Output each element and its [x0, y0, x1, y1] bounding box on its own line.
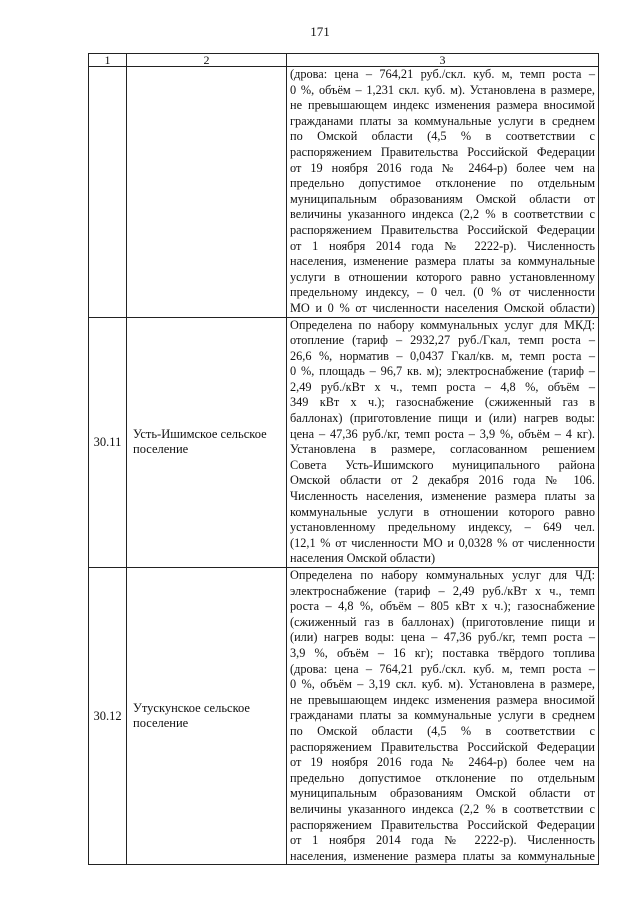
- text-line: 0 %, площадь – 96,7 кв. м); электроснабжение (тариф –: [290, 364, 595, 379]
- text-line: предельно допустимое отклонение по отдельным: [290, 176, 595, 191]
- settlement-name: Усть-Ишимское сельское поселение: [127, 317, 287, 568]
- text-line: 349 кВт х ч.); газоснабжение (сжиженный газ в: [290, 395, 595, 410]
- text-line: установленному предельному индексу, – 649 чел.: [290, 520, 595, 535]
- text-line: гражданами платы за коммунальные услуги в среднем: [290, 708, 595, 723]
- header-col-2: 2: [127, 54, 287, 67]
- table-row-30-11: [89, 317, 599, 568]
- text-line: населения Омской области): [290, 551, 436, 566]
- text-line: Определена по набору коммунальных услуг для ЧД:: [290, 568, 595, 582]
- text-line: по Омской области (4,5 % в соответствии с: [290, 129, 595, 144]
- page-number: 171: [310, 24, 330, 39]
- text-line: Совета Усть-Ишимского муниципального района: [290, 457, 595, 472]
- settlement-name: [127, 67, 287, 318]
- header-col-3: 3: [287, 54, 599, 67]
- text-line: 0 %, объём – 3,19 скл. куб. м). Установлена в размере,: [290, 677, 595, 692]
- text-line: цена – 47,36 руб./кг, темп роста – 3,9 %, объём – 4 кг).: [290, 426, 595, 441]
- text-line: 26,6 %, норматив – 0,0437 Гкал/кв. м, темп роста –: [290, 348, 595, 363]
- text-line: электроснабжение (тариф – 2,49 руб./кВт х ч., темп: [290, 583, 595, 598]
- text-line: величины указанного индекса (2,2 % в соответствии с: [290, 801, 595, 816]
- text-line: 2,49 руб./кВт х ч., темп роста – 4,8 %, объём –: [290, 379, 595, 394]
- text-line: муниципальным образованиям Омской области от: [290, 786, 595, 801]
- text-line: Омской области от 2 декабря 2016 года № 106.: [290, 473, 595, 488]
- row-number: [89, 67, 127, 318]
- text-line: муниципальным образованиям Омской области от: [290, 191, 595, 206]
- table-header-row: [89, 54, 599, 67]
- table-row-30-12: [89, 568, 599, 865]
- text-line: Численность населения, изменение размера платы за: [290, 489, 595, 504]
- text-line: распоряжением Правительства Российской Федерации: [290, 144, 595, 159]
- text-line: (дрова: цена – 764,21 руб./скл. куб. м, темп роста –: [290, 67, 595, 81]
- text-line: гражданами платы за коммунальные услуги в среднем: [290, 113, 595, 128]
- text-line: коммунальные услуги в отношении которого равно: [290, 504, 595, 519]
- text-line: от 1 ноября 2014 года № 2222-р). Численность: [290, 833, 595, 848]
- text-line: услуги в отношении которого равно установленному: [290, 269, 595, 284]
- text-line: предельному индексу, – 0 чел. (0 % от численности: [290, 285, 595, 300]
- text-line: (12,1 % от численности МО и 0,0328 % от численности: [290, 535, 595, 550]
- text-line: баллонах) (приготовление пищи и (или) нагрев воды:: [290, 411, 595, 426]
- text-line: Установлена в размере, согласованном решением: [290, 442, 595, 457]
- text-line: распоряжением Правительства Российской Федерации: [290, 739, 595, 754]
- text-line: распоряжением Правительства Российской Федерации: [290, 817, 595, 832]
- settlement-name: Утускунское сельское поселение: [127, 568, 287, 865]
- text-line: роста – 4,8 %, объём – 805 кВт х ч.); газоснабжение: [290, 599, 595, 614]
- text-line: по Омской области (4,5 % в соответствии с: [290, 723, 595, 738]
- text-line: отопление (тариф – 2932,27 руб./Гкал, темп роста –: [290, 333, 595, 348]
- row-description: [287, 568, 599, 865]
- text-line: не превышающем индекс изменения размера вносимой: [290, 98, 595, 113]
- row-description: [287, 317, 599, 568]
- text-line: величины указанного индекса (2,2 % в соответствии с: [290, 207, 595, 222]
- row-number: 30.11: [89, 317, 127, 568]
- row-number: 30.12: [89, 568, 127, 865]
- text-line: от 19 ноября 2016 года № 2464-р) более чем на: [290, 755, 595, 770]
- text-line: от 1 ноября 2014 года № 2222-р). Численность: [290, 238, 595, 253]
- text-line: МО и 0 % от численности населения Омской области): [290, 300, 595, 315]
- text-line: населения, изменение размера платы за коммунальные: [290, 254, 595, 269]
- text-line: (сжиженный газ в баллонах) (приготовление пищи и: [290, 614, 595, 629]
- text-line: распоряжением Правительства Российской Федерации: [290, 222, 595, 237]
- text-line: населения, изменение размера платы за коммунальные: [290, 848, 595, 863]
- text-line: не превышающем индекс изменения размера вносимой: [290, 692, 595, 707]
- document-table: [88, 53, 599, 865]
- row-description: [287, 67, 599, 318]
- text-line: Определена по набору коммунальных услуг для МКД:: [290, 317, 595, 332]
- text-line: 0 %, объём – 1,231 скл. куб. м). Установлена в размере,: [290, 82, 595, 97]
- table-row-continuation: [89, 67, 599, 318]
- text-line: предельно допустимое отклонение по отдельным: [290, 770, 595, 785]
- header-col-1: 1: [89, 54, 127, 67]
- text-line: (или) нагрев воды: цена – 47,36 руб./кг, темп роста –: [290, 630, 595, 645]
- text-line: от 19 ноября 2016 года № 2464-р) более чем на: [290, 160, 595, 175]
- text-line: (дрова: цена – 764,21 руб./скл. куб. м, темп роста –: [290, 661, 595, 676]
- text-line: 3,9 %, объём – 16 кг); поставка твёрдого топлива: [290, 645, 595, 660]
